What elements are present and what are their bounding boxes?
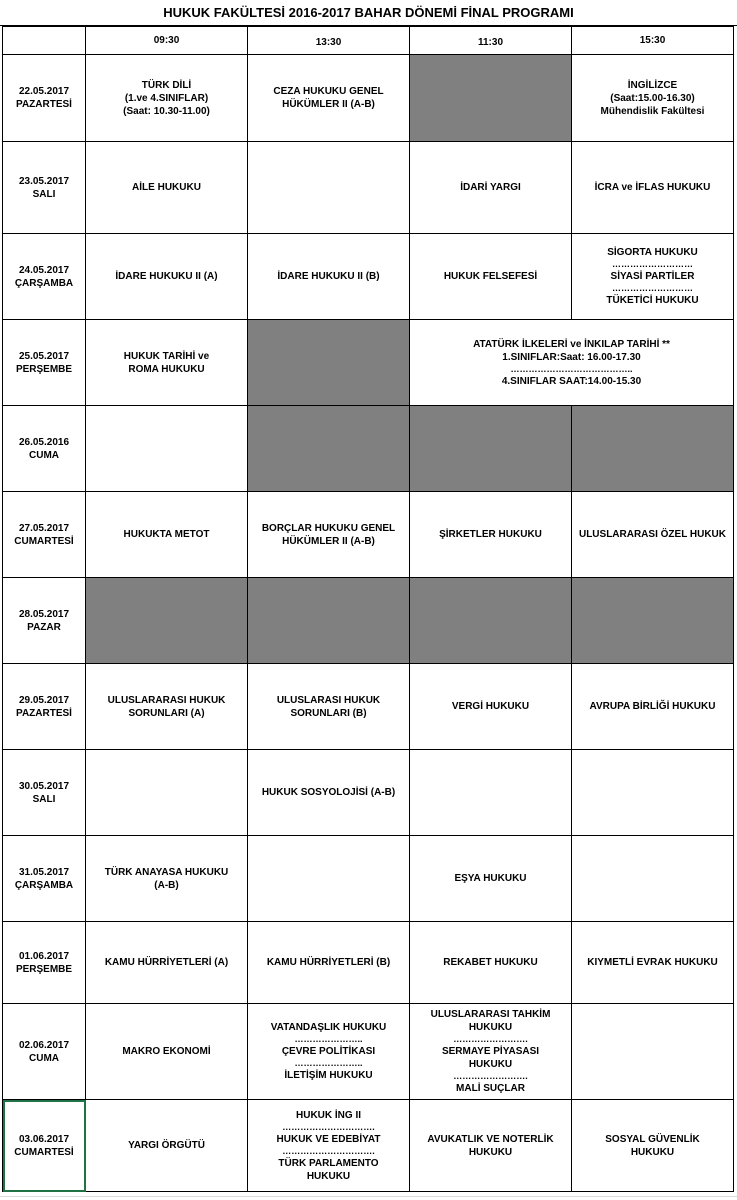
exam-cell[interactable] [572, 836, 734, 922]
exam-line: (1.ve 4.SINIFLAR) [124, 92, 209, 104]
exam-line: KIYMETLİ EVRAK HUKUKU [587, 957, 718, 968]
exam-cell[interactable] [248, 664, 410, 750]
exam-cell[interactable] [86, 55, 248, 142]
exam-line: HUKUK İNG II [296, 1109, 361, 1121]
exam-cell[interactable] [248, 750, 410, 836]
exam-line: (Saat:15.00-16.30) [610, 92, 695, 104]
time-header-1130[interactable]: 11:30 [410, 27, 572, 55]
exam-cell[interactable] [248, 922, 410, 1004]
day-text: SALI [32, 188, 56, 200]
exam-cell[interactable] [86, 234, 248, 320]
exam-line: AVRUPA BİRLİĞİ HUKUKU [589, 701, 716, 712]
separator-dots: ……………………… [612, 259, 693, 269]
day-text: PAZARTESİ [16, 99, 72, 110]
date-cell[interactable] [3, 578, 86, 664]
exam-line: SORUNLARI (B) [290, 707, 367, 719]
exam-line: HUKUK TARİHİ ve [123, 350, 210, 362]
exam-line: ROMA HUKUKU [128, 363, 205, 375]
exam-line: AİLE HUKUKU [132, 182, 201, 193]
exam-line: SOSYAL GÜVENLİK [605, 1133, 700, 1145]
corner-cell[interactable] [3, 27, 86, 55]
date-text: 24.05.2017 [18, 264, 70, 276]
separator-dots: ………………….. [294, 1034, 363, 1044]
date-text: 26.05.2016 [18, 436, 70, 448]
exam-line: SİYASİ PARTİLER [610, 271, 695, 282]
exam-cell[interactable] [572, 1100, 734, 1192]
exam-cell[interactable] [410, 922, 572, 1004]
exam-line: VATANDAŞLIK HUKUKU [270, 1022, 387, 1033]
sheet-gridline [0, 1196, 737, 1197]
day-text: CUMA [29, 449, 59, 461]
exam-cell[interactable] [410, 750, 572, 836]
exam-line: HUKUKU [468, 1059, 513, 1070]
exam-cell[interactable] [86, 664, 248, 750]
time-header-0930[interactable]: 09:30 [86, 27, 248, 55]
exam-cell[interactable] [572, 492, 734, 578]
separator-dots: …………………………. [282, 1121, 375, 1132]
blocked-cell[interactable] [86, 578, 248, 664]
day-text: PAZAR [27, 621, 61, 633]
exam-cell[interactable] [248, 492, 410, 578]
schedule-row [3, 492, 734, 578]
date-cell[interactable] [3, 1004, 86, 1100]
separator-dots: ……………………. [453, 1071, 528, 1081]
exam-line: YARGI ÖRGÜTÜ [128, 1140, 205, 1151]
exam-cell[interactable] [86, 836, 248, 922]
exam-line: ULUSLARARASI ÖZEL HUKUK [578, 529, 727, 540]
exam-line: HUKUK VE EDEBİYAT [276, 1133, 381, 1145]
exam-line: ULUSLARARASI TAHKİM [430, 1009, 551, 1020]
exam-line: HUKUK SOSYOLOJİSİ (A-B) [261, 787, 396, 798]
exam-line: KAMU HÜRRİYETLERİ (B) [266, 957, 391, 968]
exam-line: SERMAYE PİYASASI [441, 1046, 540, 1057]
date-cell[interactable] [3, 406, 86, 492]
exam-cell[interactable] [86, 406, 248, 492]
separator-dots: ……………………. [453, 1034, 528, 1044]
date-text: 28.05.2017 [18, 608, 70, 620]
date-text: 03.06.2017 [18, 1133, 70, 1145]
exam-line: TÜRK DİLİ [141, 79, 192, 91]
day-text: PERŞEMBE [15, 363, 73, 375]
day-text: ÇARŞAMBA [14, 879, 74, 891]
day-text: CUMARTESİ [14, 1146, 74, 1158]
day-text: CUMA [29, 1052, 59, 1064]
blocked-cell[interactable] [410, 55, 572, 142]
exam-line: HUKUKU [630, 1146, 675, 1158]
date-text: 01.06.2017 [18, 950, 70, 962]
exam-cell[interactable] [86, 750, 248, 836]
date-cell[interactable] [3, 234, 86, 320]
exam-schedule-table [2, 26, 734, 1192]
schedule-row [3, 55, 734, 142]
blocked-cell[interactable] [410, 406, 572, 492]
exam-line: MAKRO EKONOMİ [122, 1046, 211, 1057]
exam-line: TÜRK ANAYASA HUKUKU [104, 866, 229, 878]
separator-dots: ……………………… [612, 283, 693, 293]
blocked-cell[interactable] [248, 406, 410, 492]
date-cell[interactable] [3, 1100, 86, 1192]
exam-line: EŞYA HUKUKU [454, 873, 527, 884]
exam-line: ULUSLARARASI HUKUK [107, 694, 226, 706]
exam-cell[interactable] [572, 664, 734, 750]
separator-dots: ………………….. [294, 1058, 363, 1068]
exam-line: MALİ SUÇLAR [456, 1083, 525, 1094]
exam-cell[interactable] [248, 1004, 410, 1100]
exam-line: ULUSLARASI HUKUK [276, 694, 381, 706]
exam-cell[interactable] [86, 492, 248, 578]
blocked-cell[interactable] [248, 578, 410, 664]
exam-line: BORÇLAR HUKUKU GENEL [261, 522, 396, 534]
exam-cell[interactable] [410, 492, 572, 578]
exam-line: İDARE HUKUKU II (A) [115, 271, 218, 282]
exam-cell[interactable] [86, 922, 248, 1004]
exam-line: SORUNLARI (A) [128, 707, 205, 719]
exam-line: (A-B) [154, 879, 179, 891]
schedule-row [3, 750, 734, 836]
blocked-cell[interactable] [248, 320, 410, 406]
date-text: 02.06.2017 [18, 1039, 70, 1051]
schedule-row [3, 1004, 734, 1100]
schedule-row [3, 664, 734, 750]
day-text: PAZARTESİ [16, 707, 72, 719]
exam-cell[interactable] [572, 750, 734, 836]
exam-line: ÇEVRE POLİTİKASI [281, 1046, 376, 1057]
exam-cell[interactable] [410, 664, 572, 750]
exam-cell[interactable] [410, 836, 572, 922]
schedule-row [3, 922, 734, 1004]
date-text: 27.05.2017 [18, 522, 70, 534]
date-text: 29.05.2017 [18, 694, 70, 706]
exam-cell[interactable] [86, 142, 248, 234]
exam-line: SİGORTA HUKUKU [607, 247, 698, 258]
exam-cell[interactable] [410, 1100, 572, 1192]
exam-line: İCRA ve İFLAS HUKUKU [594, 182, 711, 193]
exam-line: ATATÜRK İLKELERİ ve İNKILAP TARİHİ ** [473, 338, 670, 350]
exam-cell[interactable] [572, 142, 734, 234]
day-text: CUMARTESİ [14, 535, 74, 547]
exam-cell[interactable] [86, 1100, 248, 1192]
exam-cell[interactable] [410, 1004, 572, 1100]
blocked-cell[interactable] [572, 578, 734, 664]
exam-line: İDARİ YARGI [460, 182, 521, 193]
exam-cell[interactable] [248, 142, 410, 234]
exam-line: HUKUKU [306, 1170, 351, 1182]
exam-cell[interactable] [410, 142, 572, 234]
schedule-row [3, 234, 734, 320]
date-cell[interactable] [3, 55, 86, 142]
schedule-row [3, 406, 734, 492]
schedule-row [3, 142, 734, 234]
date-cell[interactable] [3, 142, 86, 234]
time-header-1330[interactable]: 13:30 [248, 27, 410, 55]
exam-cell[interactable] [410, 320, 734, 406]
exam-line: HÜKÜMLER II (A-B) [282, 99, 375, 110]
exam-cell[interactable] [86, 1004, 248, 1100]
blocked-cell[interactable] [572, 406, 734, 492]
exam-line: 1.SINIFLAR:Saat: 16.00-17.30 [502, 351, 641, 363]
exam-line: İNGİLİZCE [627, 79, 678, 91]
exam-line: ŞİRKETLER HUKUKU [439, 529, 542, 540]
exam-cell[interactable] [410, 234, 572, 320]
exam-line: HUKUKU [468, 1022, 513, 1033]
day-text: PERŞEMBE [15, 963, 73, 975]
exam-line: VERGİ HUKUKU [451, 701, 530, 712]
schedule-row [3, 1100, 734, 1192]
exam-cell[interactable] [248, 1100, 410, 1192]
schedule-row [3, 320, 734, 406]
day-text: SALI [32, 793, 56, 805]
exam-line: 4.SINIFLAR SAAT:14.00-15.30 [501, 375, 642, 387]
date-text: 25.05.2017 [18, 350, 70, 362]
exam-line: Mühendislik Fakültesi [600, 105, 705, 117]
date-text: 31.05.2017 [18, 866, 70, 878]
schedule-row [3, 578, 734, 664]
exam-line: HUKUK FELSEFESİ [443, 271, 538, 282]
exam-cell[interactable] [572, 234, 734, 320]
date-cell[interactable] [3, 836, 86, 922]
exam-cell[interactable] [248, 234, 410, 320]
schedule-row [3, 836, 734, 922]
exam-cell[interactable] [248, 836, 410, 922]
header-row [3, 27, 734, 55]
exam-line: (Saat: 10.30-11.00) [123, 105, 210, 117]
date-text: 30.05.2017 [18, 780, 70, 792]
exam-line: İDARE HUKUKU II (B) [277, 271, 380, 282]
exam-line: HÜKÜMLER II (A-B) [282, 535, 375, 547]
date-cell[interactable] [3, 750, 86, 836]
date-cell[interactable] [3, 664, 86, 750]
date-text: 23.05.2017 [18, 175, 70, 187]
exam-line: HUKUKTA METOT [123, 529, 210, 540]
date-cell[interactable] [3, 492, 86, 578]
separator-dots: …………………………. [282, 1145, 375, 1156]
exam-cell[interactable] [86, 320, 248, 406]
exam-line: TÜRK PARLAMENTO [278, 1157, 379, 1169]
exam-line: KAMU HÜRRİYETLERİ (A) [104, 957, 229, 968]
exam-line: REKABET HUKUKU [443, 957, 538, 968]
page-title: HUKUK FAKÜLTESİ 2016-2017 BAHAR DÖNEMİ FİNAL PROGRAMI [0, 0, 737, 26]
date-cell[interactable] [3, 922, 86, 1004]
exam-line: AVUKATLIK VE NOTERLİK [427, 1133, 554, 1145]
exam-cell[interactable] [572, 55, 734, 142]
exam-line: CEZA HUKUKU GENEL [273, 86, 384, 97]
exam-cell[interactable] [572, 922, 734, 1004]
exam-line: HUKUKU [468, 1146, 513, 1158]
exam-cell[interactable] [248, 55, 410, 142]
blocked-cell[interactable] [410, 578, 572, 664]
time-header-1530[interactable]: 15:30 [572, 27, 734, 55]
day-text: ÇARŞAMBA [14, 277, 74, 289]
separator-dots: ………………………………….. [510, 363, 633, 374]
date-cell[interactable] [3, 320, 86, 406]
date-text: 22.05.2017 [18, 86, 70, 97]
exam-line: İLETİŞİM HUKUKU [284, 1070, 373, 1081]
exam-cell[interactable] [572, 1004, 734, 1100]
exam-line: TÜKETİCİ HUKUKU [606, 295, 699, 306]
